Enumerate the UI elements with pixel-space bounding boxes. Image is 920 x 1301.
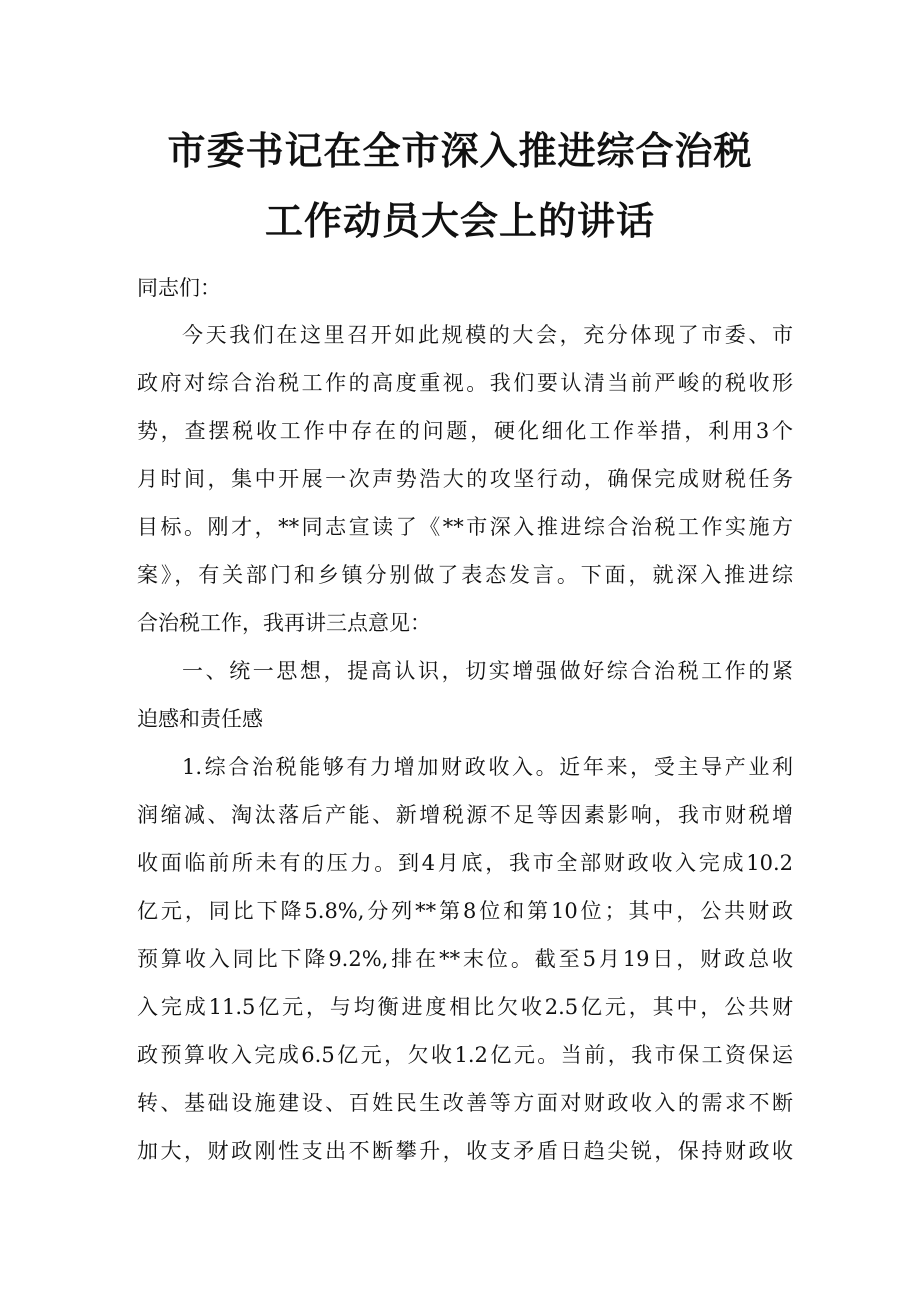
paragraph-line: 润缩减、淘汰落后产能、新增税源不足等因素影响，我市财税增: [137, 803, 793, 827]
paragraph-line: 预算收入同比下降9.2%,排在**末位。截至5月19日，财政总收: [137, 947, 793, 971]
document-title-line-1: 市委书记在全市深入推进综合治税: [167, 129, 753, 173]
paragraph-line: 亿元，同比下降5.8%,分列**第8位和第10位；其中，公共财政: [137, 899, 793, 923]
paragraph-line: 势，查摆税收工作中存在的问题，硬化细化工作举措，利用3个: [137, 419, 793, 443]
paragraph-line: 1.综合治税能够有力增加财政收入。近年来，受主导产业利: [182, 755, 793, 779]
salutation: 同志们：: [137, 276, 221, 300]
paragraph-line: 今天我们在这里召开如此规模的大会，充分体现了市委、市: [182, 323, 793, 347]
paragraph-line: 转、基础设施建设、百姓民生改善等方面对财政收入的需求不断: [137, 1091, 793, 1115]
paragraph-line: 入完成11.5亿元，与均衡进度相比欠收2.5亿元，其中，公共财: [137, 995, 793, 1019]
paragraph-line: 收面临前所未有的压力。到4月底，我市全部财政收入完成10.2: [137, 851, 793, 875]
section-heading-line: 迫感和责任感: [137, 707, 263, 731]
section-heading-line: 一、统一思想，提高认识，切实增强做好综合治税工作的紧: [182, 659, 793, 683]
paragraph-line: 月时间，集中开展一次声势浩大的攻坚行动，确保完成财税任务: [137, 467, 793, 491]
paragraph-line: 加大，财政刚性支出不断攀升，收支矛盾日趋尖锐，保持财政收: [137, 1139, 793, 1163]
paragraph-line: 合治税工作，我再讲三点意见：: [137, 611, 431, 635]
paragraph-line: 目标。刚才，**同志宣读了《**市深入推进综合治税工作实施方: [137, 515, 793, 539]
paragraph-line: 政府对综合治税工作的高度重视。我们要认清当前严峻的税收形: [137, 371, 793, 395]
paragraph-line: 案》，有关部门和乡镇分别做了表态发言。下面，就深入推进综: [137, 563, 793, 587]
paragraph-line: 政预算收入完成6.5亿元，欠收1.2亿元。当前，我市保工资保运: [137, 1043, 793, 1067]
document-title-line-2: 工作动员大会上的讲话: [264, 199, 655, 243]
